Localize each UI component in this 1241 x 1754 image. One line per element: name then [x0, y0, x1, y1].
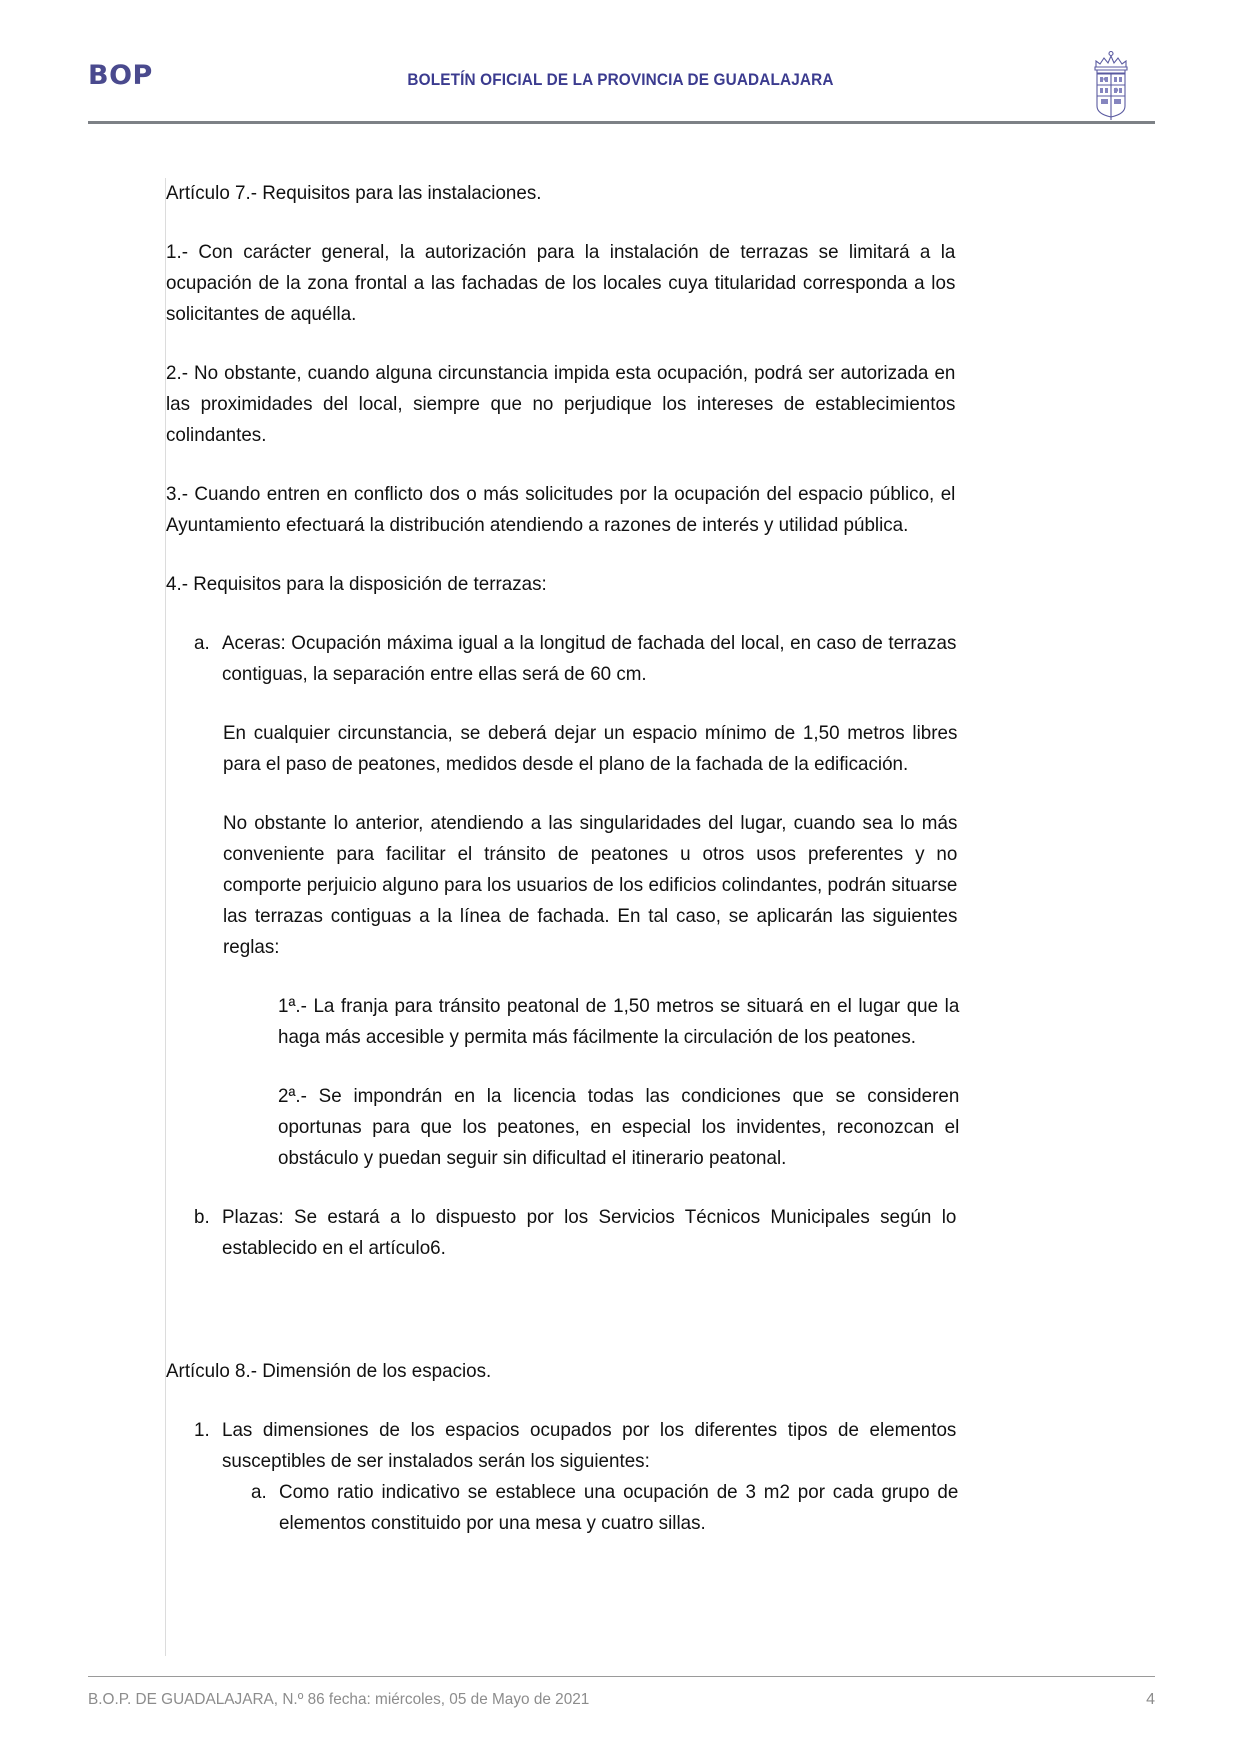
list-marker-8-1-a: a. — [251, 1481, 267, 1503]
header-divider — [88, 121, 1155, 124]
spacer — [166, 600, 1056, 628]
spacer — [166, 1174, 1056, 1202]
spacer — [166, 780, 1056, 808]
rule-2a: 2ª.- Se impondrán en la licencia todas las condiciones que se consideren oportunas para que los peatones, en especial los invidentes, reconozcan el obstáculo y puedan seguir sin dificultad el itinerario peatonal. — [278, 1085, 960, 1169]
spacer — [166, 1336, 1056, 1356]
paragraph-a-2: En cualquier circunstancia, se deberá dejar un espacio mínimo de 1,50 metros libres para el paso de peatones, medidos desde el plano de la fachada de la edificación. — [223, 722, 958, 775]
list-item-a-text: Aceras: Ocupación máxima igual a la longitud de fachada del local, en caso de terrazas contiguas, la separación entre ellas será de 60 cm. — [221, 632, 957, 685]
paragraph-7-2: 2.- No obstante, cuando alguna circunstancia impida esta ocupación, podrá ser autorizada en las proximidades del local, siempre que no perjudique los intereses de establecimientos colindantes. — [166, 362, 956, 446]
page-header — [0, 0, 1241, 130]
spacer — [166, 209, 1056, 237]
spacer — [166, 1053, 1056, 1081]
paragraph-a-3: No obstante lo anterior, atendiendo a las singularidades del lugar, cuando sea lo más conveniente para facilitar el tránsito de peatones u otros usos preferentes y no comporte perjuicio alguno para los usuarios de los edificios colindantes, podrán situarse las terrazas contiguas a la línea de fachada. En tal caso, se aplicarán las siguientes reglas: — [223, 812, 958, 958]
paragraph-7-1: 1.- Con carácter general, la autorización para la instalación de terrazas se limitará a la ocupación de la zona frontal a las fachadas de los locales cuya titularidad corresponda a los solicitantes de aquélla. — [166, 241, 956, 325]
list-item-8-1-text: Las dimensiones de los espacios ocupados por los diferentes tipos de elementos susceptibles de ser instalados serán los siguientes: — [221, 1419, 957, 1472]
list-item-8-1-a — [251, 1477, 958, 1539]
text-body — [166, 178, 1056, 1539]
list-marker-8-1: 1. — [194, 1419, 210, 1441]
bop-logo: BOP — [88, 60, 153, 91]
spacer — [166, 690, 1056, 718]
paragraph-7-4: 4.- Requisitos para la disposición de terrazas: — [166, 573, 547, 595]
spacer — [166, 1387, 1056, 1415]
footer-source-text: B.O.P. DE GUADALAJARA, N.º 86 fecha: miércoles, 05 de Mayo de 2021 — [88, 1691, 590, 1708]
page-number: 4 — [1146, 1691, 1155, 1708]
list-item-8-1 — [194, 1415, 956, 1477]
list-marker-b: b. — [194, 1206, 210, 1228]
spacer — [166, 451, 1056, 479]
content-column — [165, 178, 1055, 1656]
page-footer — [88, 1686, 1155, 1714]
article-8-heading: Artículo 8.- Dimensión de los espacios. — [166, 1360, 492, 1382]
list-item-a — [194, 628, 956, 690]
spacer — [166, 541, 1056, 569]
paragraph-7-3: 3.- Cuando entren en conflicto dos o más solicitudes por la ocupación del espacio público, el Ayuntamiento efectuará la distribución atendiendo a razones de interés y utilidad pública. — [166, 483, 956, 536]
list-marker-a: a. — [194, 632, 210, 654]
spacer — [166, 330, 1056, 358]
list-item-b-text: Plazas: Se estará a lo dispuesto por los Servicios Técnicos Municipales según lo establecido en el artículo6. — [221, 1206, 957, 1259]
spacer — [166, 1264, 1056, 1336]
coat-of-arms-icon — [1086, 48, 1136, 120]
bulletin-title: BOLETÍN OFICIAL DE LA PROVINCIA DE GUADALAJARA — [407, 71, 834, 89]
list-item-b — [194, 1202, 956, 1264]
article-7-heading: Artículo 7.- Requisitos para las instalaciones. — [166, 182, 542, 204]
list-item-8-1-a-text: Como ratio indicativo se establece una ocupación de 3 m2 por cada grupo de elementos constituido por una mesa y cuatro sillas. — [278, 1481, 959, 1534]
footer-divider — [88, 1676, 1155, 1677]
rule-1a: 1ª.- La franja para tránsito peatonal de 1,50 metros se situará en el lugar que la haga más accesible y permita más fácilmente la circulación de los peatones. — [278, 995, 960, 1048]
spacer — [166, 963, 1056, 991]
